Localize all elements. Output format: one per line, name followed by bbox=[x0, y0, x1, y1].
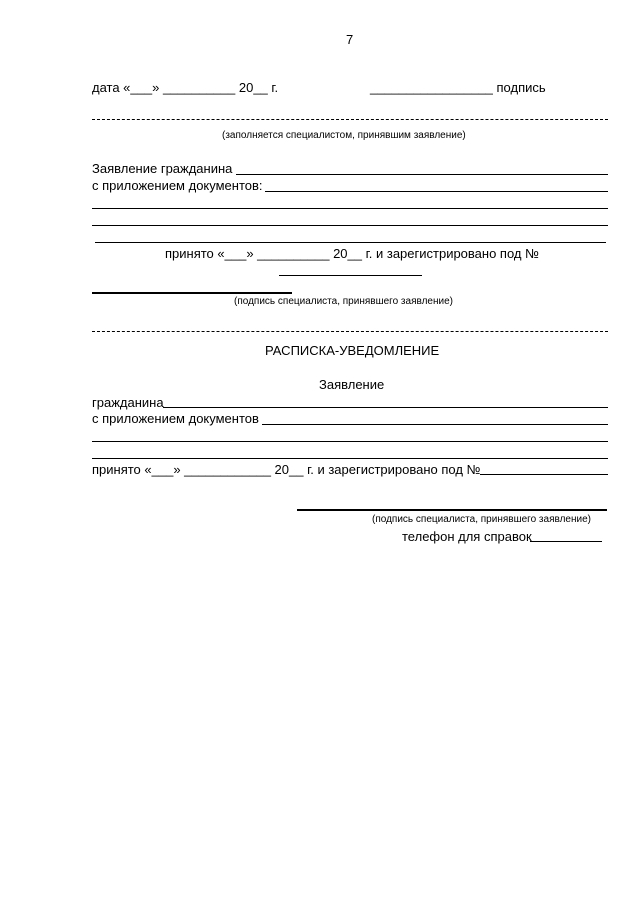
blank-fill-line[interactable] bbox=[92, 458, 608, 459]
attachments-label: с приложением документов: bbox=[92, 178, 263, 193]
registration-number-fill-line[interactable] bbox=[279, 275, 422, 276]
receipt-attachments-fill-line[interactable] bbox=[262, 424, 608, 425]
page-number: 7 bbox=[346, 32, 354, 47]
phone-line: телефон для справок bbox=[402, 529, 532, 544]
receipt-registration-number-fill-line[interactable] bbox=[480, 474, 608, 475]
receipt-attachments-label: с приложением документов bbox=[92, 411, 259, 426]
signature-line: _________________ подпись bbox=[370, 80, 546, 95]
attachments-fill-line[interactable] bbox=[265, 191, 608, 192]
receipt-specialist-signature-line[interactable] bbox=[297, 509, 607, 511]
blank-fill-line[interactable] bbox=[95, 242, 606, 243]
phone-fill-line[interactable] bbox=[530, 541, 602, 542]
application-fill-line[interactable] bbox=[236, 174, 608, 175]
receipt-title: РАСПИСКА-УВЕДОМЛЕНИЕ bbox=[265, 343, 440, 358]
filled-by-note: (заполняется специалистом, принявшим заявление) bbox=[222, 130, 466, 141]
blank-fill-line[interactable] bbox=[92, 208, 608, 209]
receipt-subtitle: Заявление bbox=[319, 377, 385, 392]
blank-fill-line[interactable] bbox=[92, 441, 608, 442]
date-line: дата «___» __________ 20__ г. bbox=[92, 80, 279, 95]
citizen-fill-line[interactable] bbox=[163, 407, 608, 408]
accepted-line: принято «___» __________ 20__ г. и зарегистрировано под № bbox=[165, 246, 540, 261]
specialist-signature-note: (подпись специалиста, принявшего заявление) bbox=[234, 296, 453, 307]
receipt-specialist-signature-note: (подпись специалиста, принявшего заявление) bbox=[372, 514, 591, 525]
application-label: Заявление гражданина bbox=[92, 161, 233, 176]
receipt-accepted-line: принято «___» ____________ 20__ г. и зарегистрировано под № bbox=[92, 462, 481, 477]
blank-fill-line[interactable] bbox=[92, 225, 608, 226]
citizen-label: гражданина bbox=[92, 395, 164, 410]
dashed-separator bbox=[92, 119, 608, 120]
specialist-signature-line[interactable] bbox=[92, 292, 292, 294]
dashed-separator bbox=[92, 331, 608, 332]
